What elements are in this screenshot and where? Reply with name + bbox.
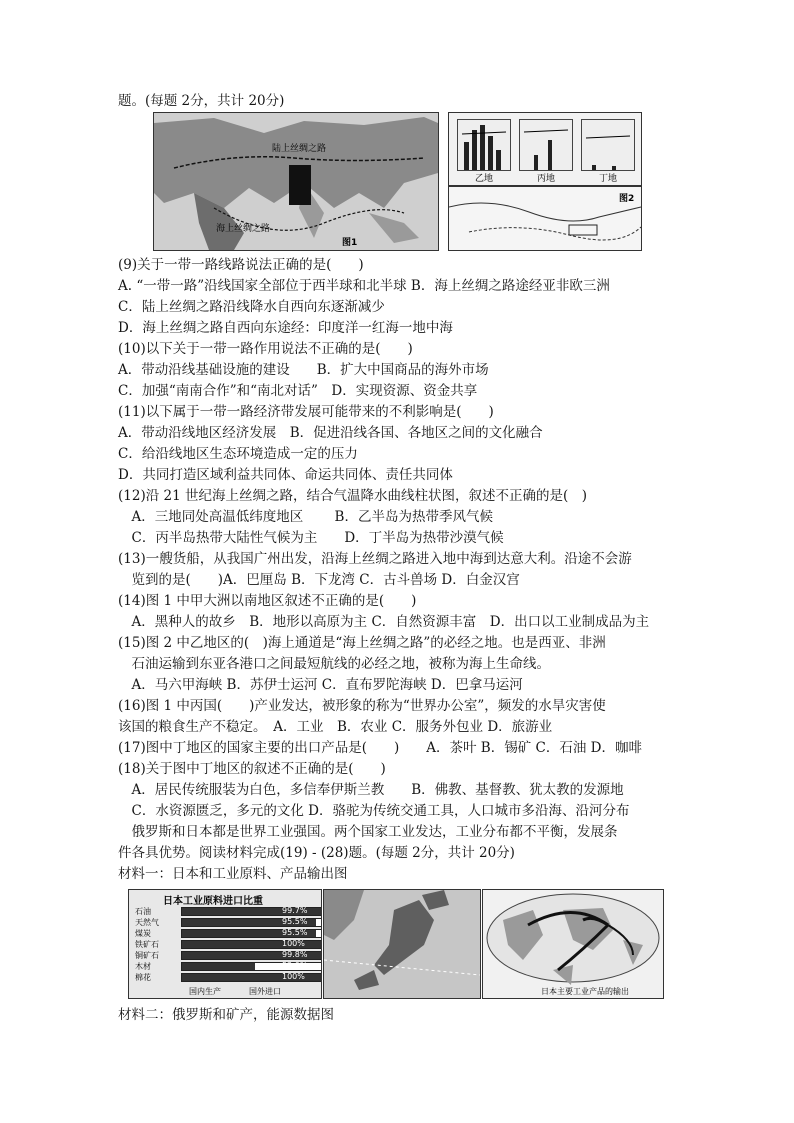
import-bar-track: [181, 918, 322, 927]
import-bar-track: [181, 940, 322, 949]
q15-stem: (15)图 2 中乙地区的( )海上通道是“海上丝绸之路”的必经之地。也是西亚、非洲: [118, 635, 606, 651]
q17-stem-options: (17)图中丁地区的国家主要的出口产品是( ) A．茶叶 B．锡矿 C．石油 D．咖啡: [118, 740, 642, 756]
q13-options: 览到的是( )A．巴厘岛 B．下龙湾 C．古斗兽场 D．白金汉宫: [118, 572, 520, 588]
import-bar-track: [181, 929, 322, 938]
legend-import: 国外进口: [249, 987, 281, 996]
import-row-label: 煤炭: [135, 929, 151, 938]
material2-title: 材料二：俄罗斯和矿产，能源数据图: [118, 1007, 334, 1023]
q12-option-ab: A．三地同处高温低纬度地区 B．乙半岛为热带季风气候: [118, 509, 493, 525]
q10-option-cd: C．加强“南南合作”和“南北对话” D．实现资源、资金共享: [118, 383, 478, 399]
japan-map-graphic: [324, 890, 480, 998]
import-bar-value: 100%: [282, 939, 305, 948]
figure2-map: [448, 186, 642, 251]
section-intro-2-cont: 件各具优势。阅读材料完成(19) - (28)题。(每题 2分，共计 20分): [118, 845, 515, 861]
q11-option-c: C．给沿线地区生态环境造成一定的压力: [118, 446, 358, 462]
climate-chart-yi: [457, 119, 511, 171]
climate-label-bing: 丙地: [537, 174, 556, 184]
q16-options: 该国的粮食生产不稳定。 A．工业 B．农业 C．服务外包业 D．旅游业: [118, 719, 553, 735]
import-row-label: 棉花: [135, 973, 151, 982]
q9-option-c: C．陆上丝绸之路沿线降水自西向东逐渐减少: [118, 299, 385, 315]
japan-chart-title: 日本工业原料进口比重: [163, 896, 263, 907]
japan-map: [323, 889, 481, 999]
q11-option-ab: A．带动沿线地区经济发展 B．促进沿线各国、各地区之间的文化融合: [118, 425, 543, 441]
q11-stem: (11)以下属于一带一路经济带发展可能带来的不利影响是( ): [118, 404, 494, 420]
legend-domestic: 国内生产: [189, 987, 221, 996]
import-bar-track: [181, 973, 322, 982]
q10-option-ab: A．带动沿线基础设施的建设 B．扩大中国商品的海外市场: [118, 362, 489, 378]
silk-road-map-graphic: [154, 113, 438, 250]
land-route-label: 陆上丝绸之路: [272, 144, 327, 154]
q18-option-cd: C．水资源匮乏，多元的文化 D．骆驼为传统交通工具，人口城市多沿海、沿河分布: [118, 803, 630, 819]
import-bar-track: [181, 907, 322, 916]
import-row: [135, 950, 308, 960]
figure2-map-graphic: [449, 187, 641, 250]
import-row: [135, 961, 308, 971]
import-bar-value: 95.5%: [282, 928, 308, 937]
q12-stem: (12)沿 21 世纪海上丝绸之路，结合气温降水曲线柱状图，叙述不正确的是( ): [118, 488, 588, 504]
q9-stem: (9)关于一带一路线路说法正确的是( ): [118, 257, 364, 273]
import-bar-value: 95.5%: [282, 917, 308, 926]
section-intro: 题。(每题 2分，共计 20分): [118, 93, 285, 109]
climate-charts-panel: [448, 112, 642, 186]
climate-chart-ding: [581, 119, 635, 171]
import-bar-value: 52.0%: [282, 961, 308, 970]
q13-stem: (13)一艘货船，从我国广州出发，沿海上丝绸之路进入地中海到达意大利。沿途不会游: [118, 551, 632, 567]
import-row-label: 铜矿石: [135, 951, 159, 960]
import-bar-value: 100%: [282, 972, 305, 981]
q15-options: A．马六甲海峡 B．苏伊士运河 C．直布罗陀海峡 D．巴拿马运河: [118, 677, 523, 693]
figure1-caption: 图1: [342, 238, 358, 248]
japan-import-chart: [128, 889, 322, 999]
q10-stem: (10)以下关于一带一路作用说法不正确的是( ): [118, 341, 413, 357]
climate-label-yi: 乙地: [475, 174, 494, 184]
export-map-caption: 日本主要工业产品的输出: [541, 987, 629, 996]
q14-options: A．黑种人的故乡 B．地形以高原为主 C．自然资源丰富 D．出口以工业制成品为主: [118, 614, 650, 630]
import-row-label: 木材: [135, 962, 151, 971]
import-bar-value: 99.7%: [282, 906, 308, 915]
climate-chart-bing: [519, 119, 573, 171]
sea-route-label: 海上丝绸之路: [216, 224, 271, 234]
material1-title: 材料一：日本和工业原料、产品输出图: [118, 866, 348, 882]
import-row-label: 天然气: [135, 918, 159, 927]
q9-option-d: D．海上丝绸之路自西向东途经：印度洋一红海一地中海: [118, 320, 453, 336]
import-bar-track: [181, 951, 322, 960]
figure1-map: [153, 112, 439, 251]
climate-label-ding: 丁地: [599, 174, 618, 184]
import-row: [135, 972, 305, 982]
q14-stem: (14)图 1 中甲大洲以南地区叙述不正确的是( ): [118, 593, 417, 609]
section-intro-2: 俄罗斯和日本都是世界工业强国。两个国家工业发达，工业分布都不平衡，发展条: [118, 824, 618, 840]
import-bar-value: 99.8%: [282, 950, 308, 959]
export-map-graphic: [483, 890, 663, 998]
q15-stem-cont: 石油运输到东亚各港口之间最短航线的必经之地，被称为海上生命线。: [118, 656, 550, 672]
q12-option-cd: C．丙半岛热带大陆性气候为主 D．丁半岛为热带沙漠气候: [118, 530, 504, 546]
import-row: [135, 906, 308, 916]
import-row-label: 铁矿石: [135, 940, 159, 949]
import-row-label: 石油: [135, 907, 151, 916]
q11-option-d: D．共同打造区域利益共同体、命运共同体、责任共同体: [118, 467, 453, 483]
q18-stem: (18)关于图中丁地区的叙述不正确的是( ): [118, 761, 386, 777]
figure2-caption: 图2: [619, 194, 635, 204]
q18-option-ab: A．居民传统服装为白色，多信奉伊斯兰教 B．佛教、基督教、犹太教的发源地: [118, 782, 624, 798]
import-row: [135, 928, 308, 938]
q9-option-ab: A. “一带一路”沿线国家全部位于西半球和北半球 B．海上丝绸之路途经亚非欧三洲: [118, 278, 610, 294]
import-row: [135, 917, 308, 927]
import-bar-track: [181, 962, 322, 971]
japan-export-map: [482, 889, 664, 999]
import-bar: [182, 963, 255, 970]
q16-stem: (16)图 1 中丙国( )产业发达，被形象的称为“世界办公室”，频发的水旱灾害使: [118, 698, 606, 714]
import-row: [135, 939, 305, 949]
